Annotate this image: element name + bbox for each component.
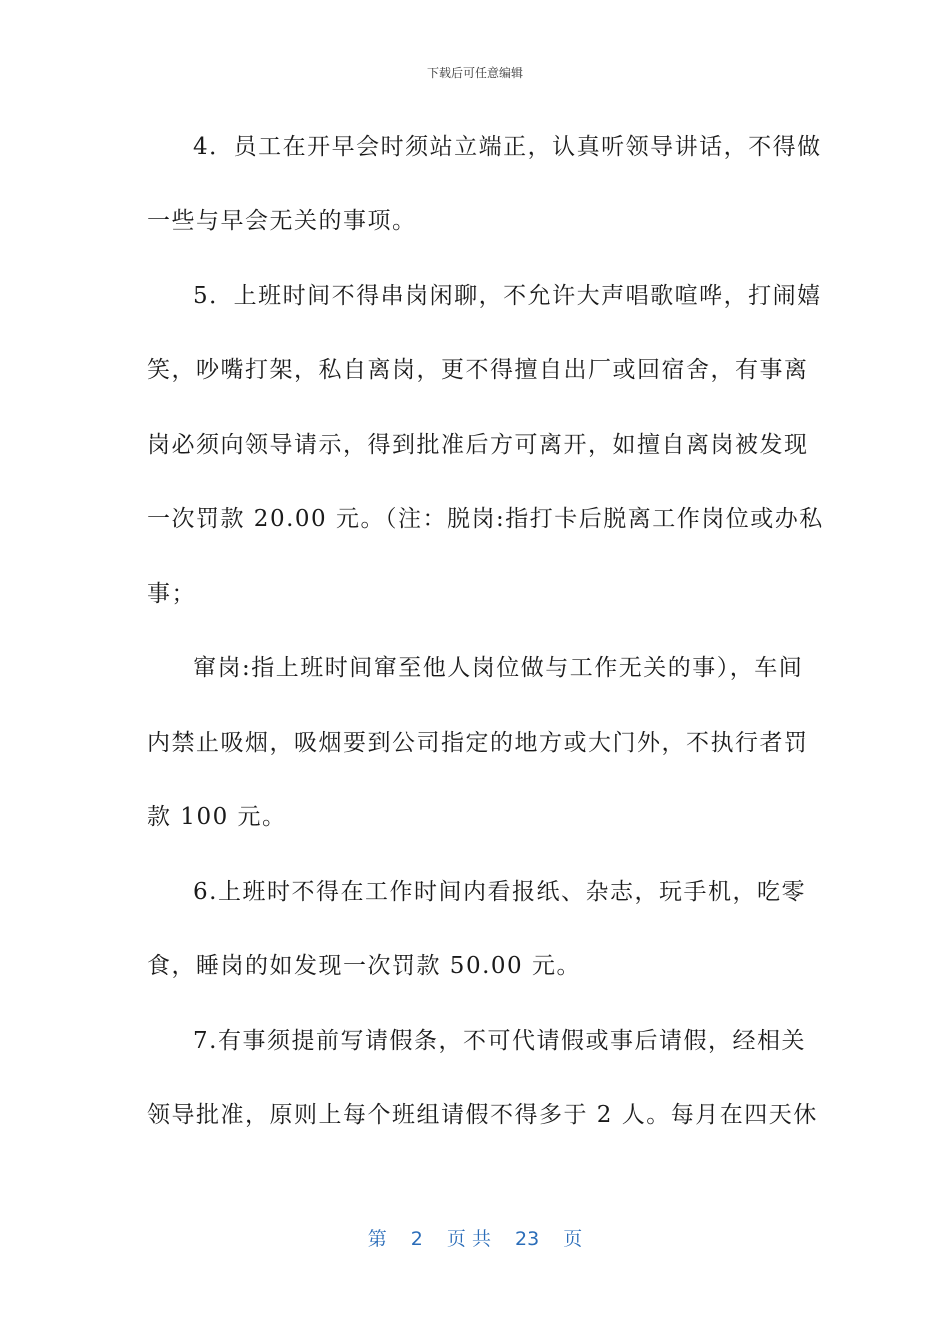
paragraph-5b-line-3: 款 100 元。 xyxy=(147,804,287,830)
paragraph-5-line-2: 笑，吵嘴打架，私自离岗，更不得擅自出厂或回宿舍，有事离 xyxy=(147,357,809,383)
paragraph-5-line-1: 5．上班时间不得串岗闲聊，不允许大声唱歌喧哗，打闹嬉 xyxy=(193,283,822,309)
footer-prefix: 第 xyxy=(367,1228,387,1250)
paragraph-6-line-2: 食，睡岗的如发现一次罚款 50.00 元。 xyxy=(147,953,581,979)
paragraph-4-line-2: 一些与早会无关的事项。 xyxy=(147,208,417,234)
paragraph-7-line-2: 领导批准，原则上每个班组请假不得多于 2 人。每月在四天休 xyxy=(147,1102,818,1128)
paragraph-5-line-5: 事； xyxy=(147,581,196,607)
footer-total-pages: 23 xyxy=(515,1228,540,1250)
page-header: 下载后可任意编辑 xyxy=(426,66,523,80)
paragraph-5-line-4: 一次罚款 20.00 元。（注：脱岗:指打卡后脱离工作岗位或办私 xyxy=(147,506,824,532)
paragraph-5b-line-1: 窜岗:指上班时间窜至他人岗位做与工作无关的事），车间 xyxy=(193,655,804,681)
paragraph-6-line-1: 6.上班时不得在工作时间内看报纸、杂志，玩手机，吃零 xyxy=(193,879,806,905)
footer-suffix: 页 xyxy=(563,1228,583,1250)
paragraph-5b-line-2: 内禁止吸烟，吸烟要到公司指定的地方或大门外，不执行者罚 xyxy=(147,730,809,756)
footer-middle: 页 共 xyxy=(446,1228,491,1250)
paragraph-7-line-1: 7.有事须提前写请假条，不可代请假或事后请假，经相关 xyxy=(193,1028,806,1054)
footer-page-number: 2 xyxy=(410,1228,423,1250)
paragraph-4-line-1: 4．员工在开早会时须站立端正，认真听领导讲话，不得做 xyxy=(193,134,822,160)
paragraph-5-line-3: 岗必须向领导请示，得到批准后方可离开，如擅自离岗被发现 xyxy=(147,432,809,458)
page-footer xyxy=(0,1224,950,1251)
